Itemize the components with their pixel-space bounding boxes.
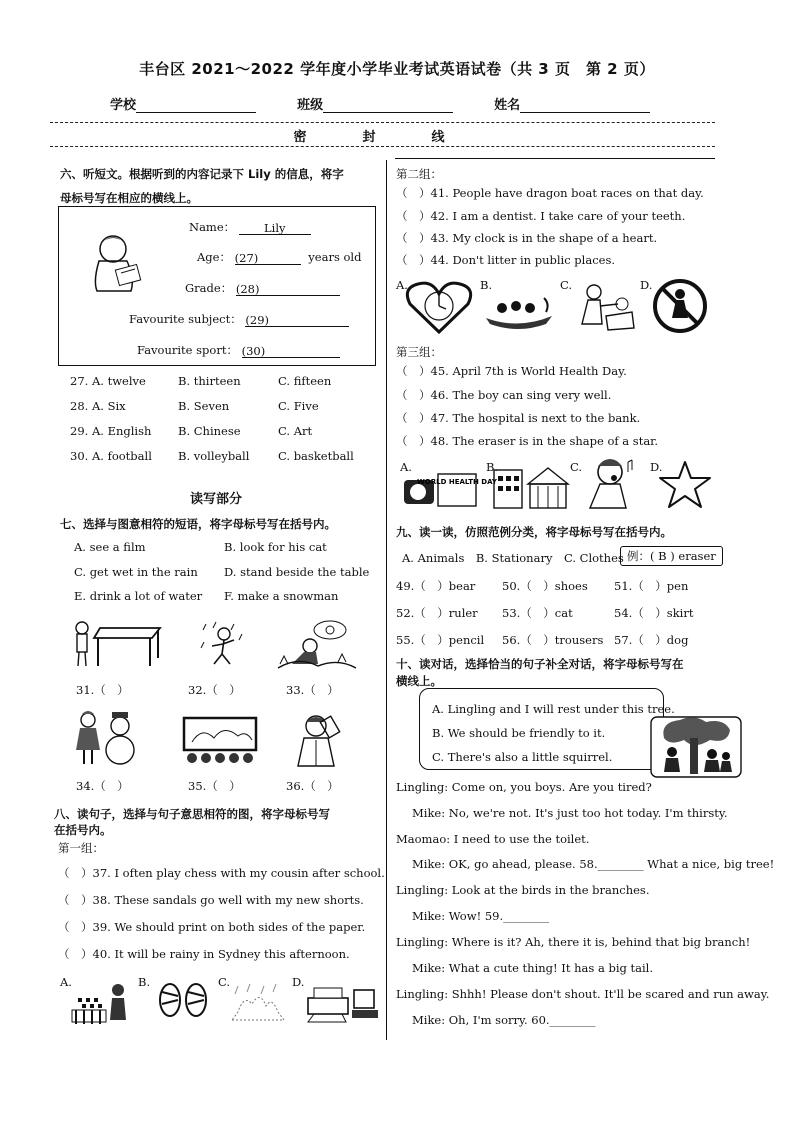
sec9-categories: A. Animals B. Stationary C. Clothes [402,551,624,565]
phrase-d: D. stand beside the table [224,565,370,579]
seal-line-top [50,122,715,123]
grade-blank[interactable]: (28) [236,282,340,296]
seal-text: 密封线 [293,130,501,145]
answer-36[interactable]: 36.（ ） [286,779,339,793]
school-label: 学校 [110,98,137,113]
question-42[interactable]: （ ）42. I am a dentist. I take care of your teeth. [396,209,686,223]
sec10-heading-2: 横线上。 [396,674,442,688]
age-label: Age： [197,250,231,264]
class-label: 班级 [297,98,324,113]
option-num: 30. [70,449,89,463]
option-num: 27. [70,374,89,388]
sport-blank[interactable]: (30) [242,344,340,358]
boy-with-snowman-icon [74,710,136,766]
answer-51[interactable]: 51.（ ）pen [614,579,689,593]
phrase-c: C. get wet in the rain [74,565,198,579]
option-num: 29. [70,424,89,438]
option-c[interactable]: C. basketball [278,449,354,463]
answer-32[interactable]: 32.（ ） [188,683,241,697]
option-b[interactable]: B. Chinese [178,424,241,438]
children-under-tree-icon [650,716,742,778]
sec9-example: 例：( B ) eraser [620,546,723,566]
option-a[interactable]: A. Six [91,399,126,413]
reading-section-title: 读写部分 [190,492,243,507]
answer-31[interactable]: 31.（ ） [76,683,129,697]
girl-reading-icon [87,231,147,301]
phrase-e: E. drink a lot of water [74,589,203,603]
dialog-line-6-blank-59[interactable]: Mike: Wow! 59.________ [412,909,550,923]
answer-55[interactable]: 55.（ ）pencil [396,633,485,647]
hospital-bank-icon [490,464,570,510]
answer-35[interactable]: 35.（ ） [188,779,241,793]
g1-letter-c: C. [218,975,231,989]
dialog-line-7: Lingling: Where is it? Ah, there it is, behind that big branch! [396,935,751,949]
g2-letter-d: D. [640,278,653,292]
g2-letter-c: C. [560,278,573,292]
cinema-screen-icon [182,716,258,766]
dentist-icon [572,282,638,334]
question-43[interactable]: （ ）43. My clock is in the shape of a heart. [396,231,658,245]
school-field[interactable] [136,99,256,113]
question-40[interactable]: （ ）40. It will be rainy in Sydney this afternoon. [58,947,350,961]
no-littering-icon [652,278,708,334]
chess-players-icon [70,980,130,1026]
option-row [70,449,354,463]
question-44[interactable]: （ ）44. Don't litter in public places. [396,253,616,267]
dialog-line-5: Lingling: Look at the birds in the branches. [396,883,650,897]
option-c[interactable]: C. Five [278,399,319,413]
boy-beside-table-icon [72,620,164,670]
right-top-rule [395,158,715,159]
lily-info-card [58,206,376,366]
printer-icon [304,984,380,1024]
column-divider [386,160,387,1040]
dialog-line-1: Lingling: Come on, you boys. Are you tired? [396,780,652,794]
student-info-row [110,94,650,113]
answer-49[interactable]: 49.（ ）bear [396,579,476,593]
g1-letter-d: D. [292,975,305,989]
sec6-heading-2: 母标号写在相应的横线上。 [60,191,198,205]
choice-c: C. There's also a little squirrel. [432,750,613,764]
option-b[interactable]: B. Seven [178,399,230,413]
option-row [70,399,319,413]
question-47[interactable]: （ ）47. The hospital is next to the bank. [396,411,641,425]
dialog-line-4-blank-58[interactable]: Mike: OK, go ahead, please. 58.________ What a nice, big tree! [412,857,775,871]
option-row [70,374,332,388]
answer-33[interactable]: 33.（ ） [286,683,339,697]
class-field[interactable] [323,99,453,113]
answer-52[interactable]: 52.（ ）ruler [396,606,478,620]
dialog-line-2: Mike: No, we're not. It's just too hot today. I'm thirsty. [412,806,728,820]
option-c[interactable]: C. Art [278,424,313,438]
question-37[interactable]: （ ）37. I often play chess with my cousin after school. [58,866,385,880]
question-39[interactable]: （ ）39. We should print on both sides of the paper. [58,920,366,934]
seal-line-bottom [50,146,715,147]
answer-53[interactable]: 53.（ ）cat [502,606,573,620]
dialog-line-10-blank-60[interactable]: Mike: Oh, I'm sorry. 60.________ [412,1013,596,1027]
option-row [70,424,313,438]
question-38[interactable]: （ ）38. These sandals go well with my new shorts. [58,893,364,907]
sec6-heading-1: 六、听短文。根据听到的内容记录下 Lily 的信息，将字 [60,167,344,181]
answer-54[interactable]: 54.（ ）skirt [614,606,694,620]
age-blank[interactable]: (27) [235,251,301,265]
option-a[interactable]: A. football [91,449,152,463]
sec9-heading: 九、读一读，仿照范例分类，将字母标号写在括号内。 [396,525,672,539]
question-45[interactable]: （ ）45. April 7th is World Health Day. [396,364,627,378]
rainy-sydney-icon [228,982,288,1026]
boy-looking-for-cat-icon [278,620,356,670]
subject-label: Favourite subject： [129,312,242,326]
group1-label: 第一组： [58,841,104,855]
world-health-text: WORLD HEALTH DAY [417,478,497,486]
g3-letter-d: D. [650,460,663,474]
group3-label: 第三组： [396,345,442,359]
g2-letter-a: A. [396,278,408,292]
name-label: 姓名 [494,98,521,113]
phrase-a: A. see a film [74,540,146,554]
dialog-line-9: Lingling: Shhh! Please don't shout. It'll be scared and run away. [396,987,770,1001]
dialog-line-8: Mike: What a cute thing! It has a big tail. [412,961,654,975]
age-suffix: years old [308,250,362,264]
boy-in-rain-icon [200,620,246,670]
sec8-heading-2: 在括号内。 [54,823,112,837]
phrase-b: B. look for his cat [224,540,327,554]
option-c[interactable]: C. fifteen [278,374,332,388]
g3-letter-b: B. [486,460,499,474]
star-eraser-icon [658,460,712,510]
dialog-line-3: Maomao: I need to use the toilet. [396,832,590,846]
g3-letter-c: C. [570,460,583,474]
g1-letter-a: A. [60,975,72,989]
answer-57[interactable]: 57.（ ）dog [614,633,689,647]
dragon-boat-icon [484,290,554,332]
name-label-form: Name： [189,220,236,234]
sec10-heading-1: 十、读对话，选择恰当的句子补全对话，将字母标号写在 [396,657,684,671]
name-value: Lily [239,221,311,235]
choice-a: A. Lingling and I will rest under this tree. [432,702,675,716]
name-field[interactable] [520,99,650,113]
option-num: 28. [70,399,89,413]
page-title: 丰台区 2021～2022 学年度小学毕业考试英语试卷（共 3 页 第 2 页） [139,60,655,78]
boy-drinking-water-icon [294,712,348,768]
boy-singing-icon [580,456,640,512]
option-a[interactable]: A. twelve [91,374,146,388]
world-health-day-icon [402,470,497,510]
sec7-heading: 七、选择与图意相符的短语，将字母标号写在括号内。 [60,517,336,531]
answer-34[interactable]: 34.（ ） [76,779,129,793]
option-b[interactable]: B. thirteen [178,374,241,388]
sport-label: Favourite sport： [137,343,238,357]
question-48[interactable]: （ ）48. The eraser is in the shape of a star. [396,434,659,448]
grade-label: Grade： [185,281,233,295]
heart-clock-icon [404,280,474,334]
sec8-heading-1: 八、读句子，选择与句子意思相符的图，将字母标号写 [54,807,330,821]
subject-blank[interactable]: (29) [245,313,349,327]
answer-56[interactable]: 56.（ ）trousers [502,633,604,647]
g2-letter-b: B. [480,278,493,292]
option-b[interactable]: B. volleyball [178,449,250,463]
question-46[interactable]: （ ）46. The boy can sing very well. [396,388,612,402]
option-a[interactable]: A. English [91,424,152,438]
g3-letter-a: A. [400,460,412,474]
answer-50[interactable]: 50.（ ）shoes [502,579,588,593]
g1-letter-b: B. [138,975,151,989]
question-41[interactable]: （ ）41. People have dragon boat races on that day. [396,186,704,200]
group2-label: 第二组： [396,167,442,181]
choice-b: B. We should be friendly to it. [432,726,606,740]
phrase-f: F. make a snowman [224,589,339,603]
sandals-icon [156,982,212,1018]
